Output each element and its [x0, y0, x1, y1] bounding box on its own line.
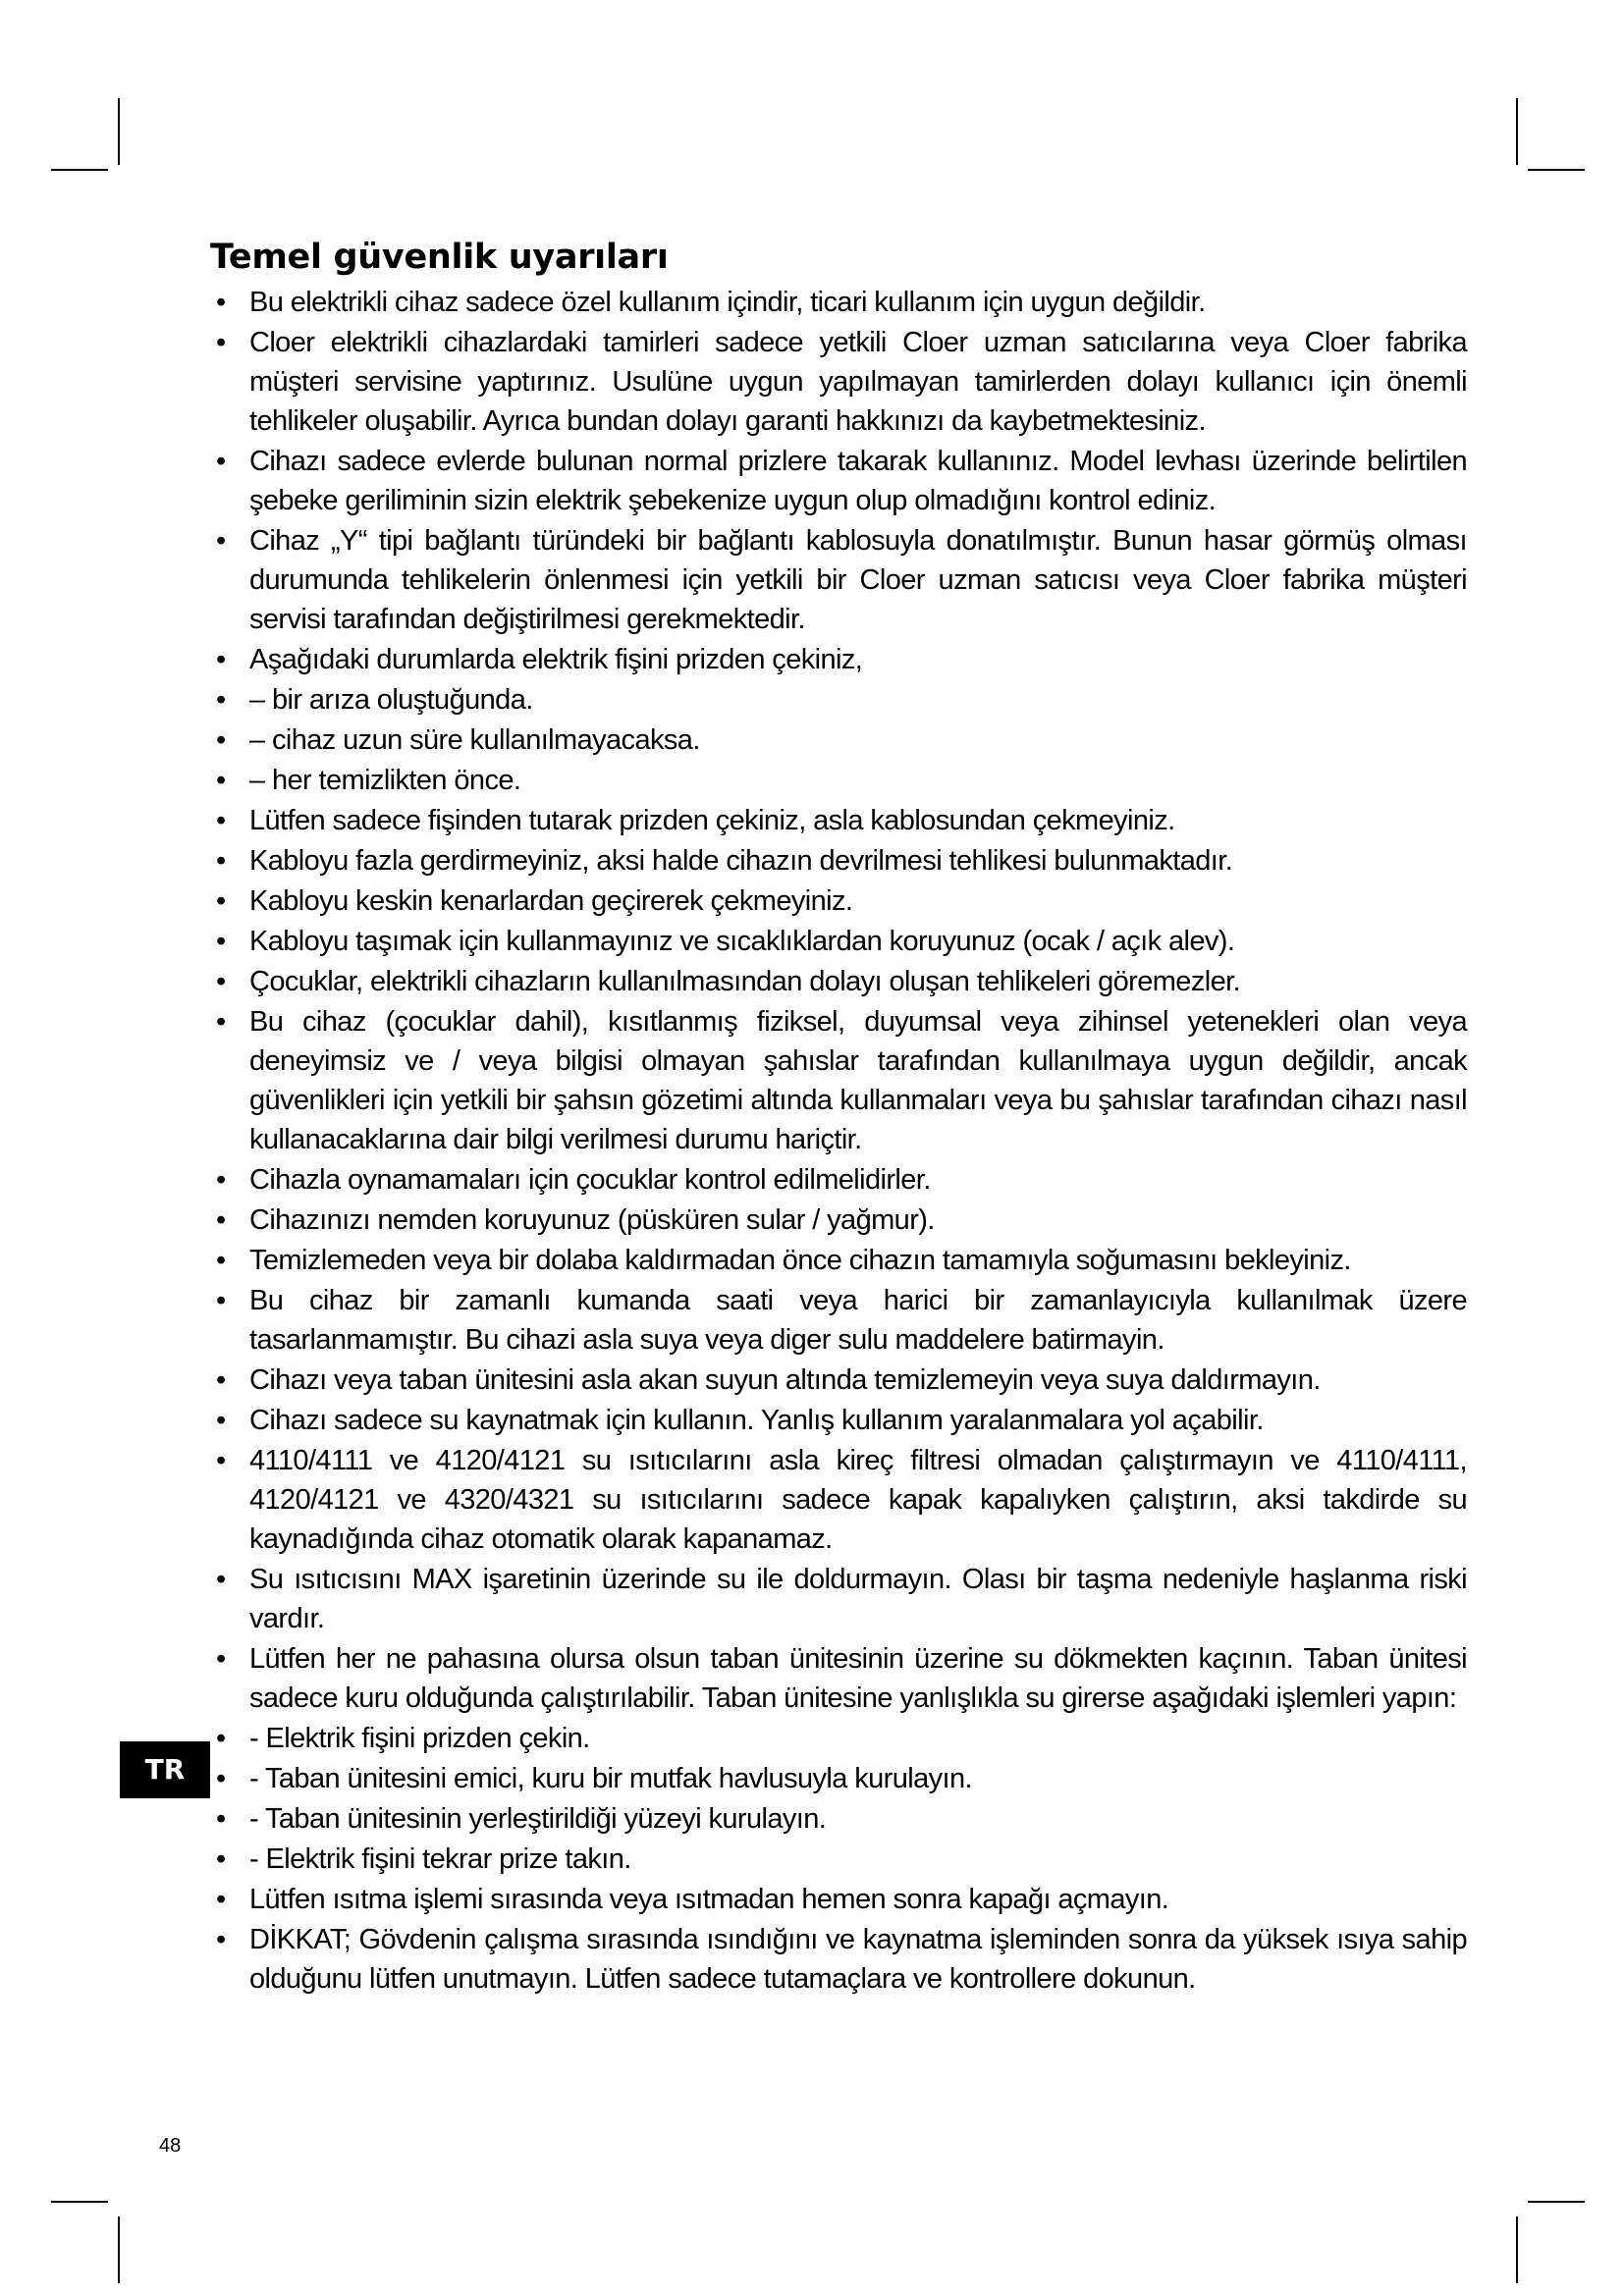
language-tab: TR: [120, 1741, 210, 1798]
safety-warning-item: [210, 1840, 1467, 1879]
safety-warning-text: Kabloyu taşımak için kullanmayınız ve sıcaklıklardan koruyunuz (ocak / açık alev).: [249, 926, 1235, 957]
bullet-icon: •: [216, 1843, 227, 1875]
safety-warning-item: [210, 1639, 1467, 1718]
safety-section: [210, 236, 1467, 2000]
safety-warning-text: Lütfen her ne pahasına olursa olsun taban ünitesinin üzerine su dökmekten kaçının. Taban ünitesi sadece kuru olduğunda çalıştırılabilir. Taban ünitesine yanlışlıkla su girerse aşağıdaki işlemleri yapın:: [249, 1643, 1467, 1714]
safety-warning-text: – cihaz uzun süre kullanılmayacaksa.: [249, 724, 700, 756]
safety-warning-text: Bu cihaz (çocuklar dahil), kısıtlanmış fiziksel, duyumsal veya zihinsel yetenekleri olan veya deneyimsiz ve / veya bilgisi olmayan şahıslar tarafından kullanılmaya uygun değildir, ancak güvenlikleri için yetkili bir şahsın gözetimi altında kullanmaları veya bu şahıslar tarafından cihazı nasıl kullanacaklarına dair bilgi verilmesi durumu hariçtir.: [249, 1006, 1467, 1155]
safety-warning-item: [210, 521, 1467, 639]
safety-warning-item: [210, 1002, 1467, 1159]
bullet-icon: •: [216, 644, 227, 675]
bullet-icon: •: [216, 1006, 227, 1038]
crop-mark-top-right-vertical: [1516, 98, 1518, 165]
bullet-icon: •: [216, 845, 227, 877]
crop-mark-top-right-horizontal: [1528, 169, 1585, 171]
bullet-icon: •: [216, 1924, 227, 1955]
safety-warning-text: DİKKAT; Gövdenin çalışma sırasında ısındığını ve kaynatma işleminden sonra da yüksek ısıya sahip olduğunu lütfen unutmayın. Lütfen sadece tutamaçlara ve kontrollere dokunun.: [249, 1924, 1467, 1995]
bullet-icon: •: [216, 525, 227, 557]
bullet-icon: •: [216, 1884, 227, 1915]
safety-warning-item: [210, 1160, 1467, 1200]
bullet-icon: •: [216, 1204, 227, 1236]
crop-mark-bottom-right-vertical: [1516, 2216, 1518, 2283]
safety-warning-text: - Elektrik fişini tekrar prize takın.: [249, 1843, 631, 1875]
safety-warning-item: [210, 1759, 1467, 1798]
page-number: 48: [159, 2135, 182, 2157]
safety-warning-item: [210, 323, 1467, 441]
bullet-icon: •: [216, 885, 227, 917]
bullet-icon: •: [216, 446, 227, 477]
bullet-icon: •: [216, 1643, 227, 1675]
safety-warning-item: [210, 801, 1467, 840]
bullet-icon: •: [216, 1763, 227, 1794]
safety-warning-item: [210, 680, 1467, 720]
safety-warning-text: Cihazı sadece evlerde bulunan normal prizlere takarak kullanınız. Model levhası üzerinde belirtilen şebeke geriliminin sizin elektrik şebekenize uygun olup olmadığını kontrol ediniz.: [249, 446, 1467, 516]
safety-warning-item: [210, 1560, 1467, 1638]
safety-warning-text: Cihaz „Y“ tipi bağlantı türündeki bir bağlantı kablosuyla donatılmıştır. Bunun hasar görmüş olması durumunda tehlikelerin önlenmesi için yetkili bir Cloer uzman satıcısı veya Cloer fabrika müşteri servisi tarafından değiştirilmesi gerekmektedir.: [249, 525, 1467, 635]
safety-warning-text: 4110/4111 ve 4120/4121 su ısıtıcılarını asla kireç filtresi olmadan çalıştırmayın ve 4110/4111, 4120/4121 ve 4320/4321 su ısıtıcılarını sadece kapak kapalıyken çalıştırın, aksi takdirde su kaynadığında cihaz otomatik olarak kapanamaz.: [249, 1445, 1467, 1555]
bullet-icon: •: [216, 1285, 227, 1316]
bullet-icon: •: [216, 287, 227, 318]
safety-warning-text: Cloer elektrikli cihazlardaki tamirleri sadece yetkili Cloer uzman satıcılarına veya Cloer fabrika müşteri servisine yaptırınız. Usulüne uygun yapılmayan tamirlerden dolayı kullanıcı için önemli tehlikeler oluşabilir. Ayrıca bundan dolayı garanti hakkınızı da kaybetmektesiniz.: [249, 327, 1467, 437]
safety-warning-item: [210, 1401, 1467, 1440]
safety-warning-text: Cihazla oynamamaları için çocuklar kontrol edilmelidirler.: [249, 1164, 931, 1196]
safety-warning-text: Bu cihaz bir zamanlı kumanda saati veya harici bir zamanlayıcıyla kullanılmak üzere tasarlanmamıştır. Bu cihazi asla suya veya diger sulu maddelere batirmayin.: [249, 1285, 1467, 1356]
bullet-icon: •: [216, 1364, 227, 1396]
bullet-icon: •: [216, 966, 227, 997]
safety-warning-text: Aşağıdaki durumlarda elektrik fişini prizden çekiniz,: [249, 644, 863, 675]
safety-warning-item: [210, 1201, 1467, 1240]
bullet-icon: •: [216, 1564, 227, 1595]
bullet-icon: •: [216, 1405, 227, 1436]
bullet-icon: •: [216, 327, 227, 358]
bullet-icon: •: [216, 765, 227, 796]
crop-mark-top-left-horizontal: [51, 169, 108, 171]
safety-warning-item: [210, 922, 1467, 961]
crop-mark-bottom-left-vertical: [118, 2216, 120, 2283]
bullet-icon: •: [216, 1245, 227, 1276]
safety-warning-text: Su ısıtıcısını MAX işaretinin üzerinde su ile doldurmayın. Olası bir taşma nedeniyle haşlanma riski vardır.: [249, 1564, 1467, 1634]
bullet-icon: •: [216, 1164, 227, 1196]
safety-warning-item: [210, 721, 1467, 760]
crop-mark-bottom-right-horizontal: [1528, 2201, 1585, 2203]
safety-warning-item: [210, 1361, 1467, 1400]
bullet-icon: •: [216, 805, 227, 836]
bullet-icon: •: [216, 1445, 227, 1476]
crop-mark-bottom-left-horizontal: [51, 2201, 108, 2203]
safety-warning-text: Çocuklar, elektrikli cihazların kullanılmasından dolayı oluşan tehlikeleri göremezler.: [249, 966, 1241, 997]
safety-warning-text: - Taban ünitesinin yerleştirildiği yüzeyi kurulayın.: [249, 1803, 827, 1835]
safety-warning-item: [210, 1719, 1467, 1758]
safety-warning-item: [210, 640, 1467, 679]
safety-warning-text: Kabloyu fazla gerdirmeyiniz, aksi halde cihazın devrilmesi tehlikesi bulunmaktadır.: [249, 845, 1233, 877]
bullet-icon: •: [216, 1723, 227, 1754]
safety-warning-text: Cihazınızı nemden koruyunuz (püsküren sular / yağmur).: [249, 1204, 935, 1236]
safety-warning-text: - Elektrik fişini prizden çekin.: [249, 1723, 590, 1754]
safety-warning-item: [210, 962, 1467, 1001]
safety-warning-text: Lütfen ısıtma işlemi sırasında veya ısıtmadan hemen sonra kapağı açmayın.: [249, 1884, 1169, 1915]
safety-warning-text: Bu elektrikli cihaz sadece özel kullanım içindir, ticari kullanım için uygun değildir.: [249, 287, 1206, 318]
bullet-icon: •: [216, 1803, 227, 1835]
safety-warning-item: [210, 1441, 1467, 1559]
safety-warning-text: Cihazı veya taban ünitesini asla akan suyun altında temizlemeyin veya suya daldırmayın.: [249, 1364, 1321, 1396]
safety-warning-text: Kabloyu keskin kenarlardan geçirerek çekmeyiniz.: [249, 885, 853, 917]
safety-warning-item: [210, 881, 1467, 921]
safety-warning-text: – her temizlikten önce.: [249, 765, 521, 796]
safety-warning-text: – bir arıza oluştuğunda.: [249, 684, 533, 716]
safety-warning-item: [210, 1920, 1467, 1999]
safety-warning-text: Lütfen sadece fişinden tutarak prizden çekiniz, asla kablosundan çekmeyiniz.: [249, 805, 1175, 836]
safety-warning-item: [210, 283, 1467, 322]
safety-warning-text: Cihazı sadece su kaynatmak için kullanın. Yanlış kullanım yaralanmalara yol açabilir.: [249, 1405, 1264, 1436]
safety-warning-item: [210, 1241, 1467, 1280]
safety-warning-item: [210, 1799, 1467, 1839]
safety-warning-item: [210, 442, 1467, 520]
safety-warning-text: - Taban ünitesini emici, kuru bir mutfak havlusuyla kurulayın.: [249, 1763, 972, 1794]
safety-warning-text: Temizlemeden veya bir dolaba kaldırmadan önce cihazın tamamıyla soğumasını bekleyiniz.: [249, 1245, 1351, 1276]
bullet-icon: •: [216, 724, 227, 756]
safety-warning-item: [210, 1281, 1467, 1360]
safety-warning-item: [210, 1880, 1467, 1919]
safety-warning-list: [210, 283, 1467, 1999]
safety-warning-item: [210, 761, 1467, 800]
section-heading: Temel güvenlik uyarıları: [210, 238, 669, 277]
crop-mark-top-left-vertical: [118, 98, 120, 165]
safety-warning-item: [210, 841, 1467, 881]
bullet-icon: •: [216, 926, 227, 957]
bullet-icon: •: [216, 684, 227, 716]
